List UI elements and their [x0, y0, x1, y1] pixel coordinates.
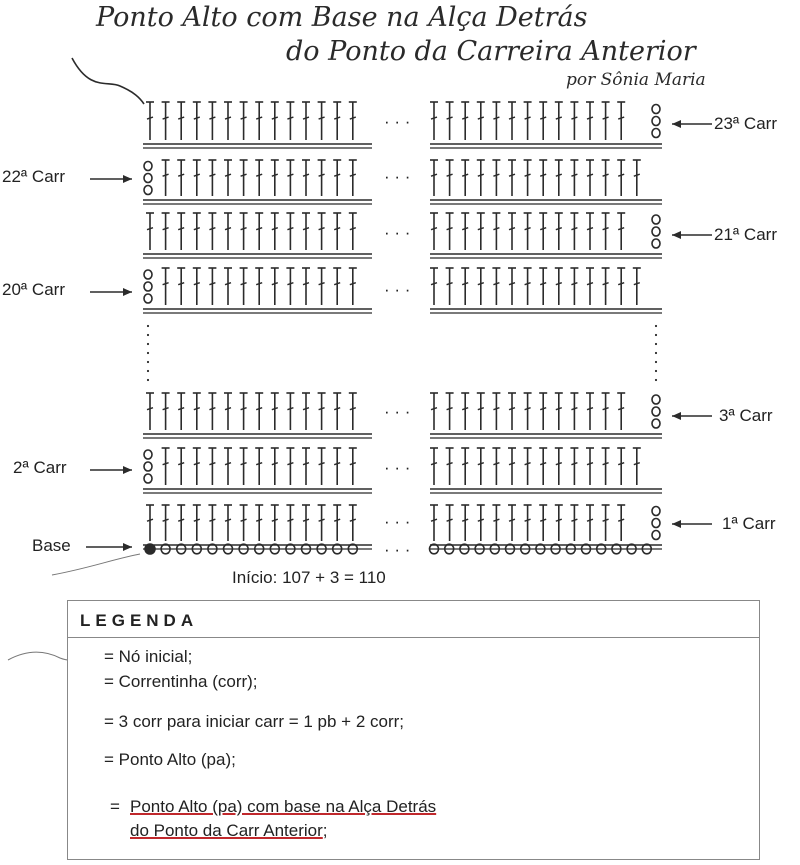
omission-dot — [655, 343, 657, 345]
dc-stitch-mark — [177, 393, 185, 430]
dc-stitch-mark — [524, 102, 532, 140]
legend-equals: = — [110, 797, 120, 816]
dc-stitch-mark — [333, 268, 341, 305]
dc-stitch-mark — [508, 505, 516, 541]
dc-stitch-mark — [539, 102, 547, 140]
dc-stitch-mark — [224, 448, 232, 485]
dc-stitch-mark — [302, 213, 310, 250]
dc-stitch-mark — [477, 268, 485, 305]
dc-stitch-mark — [286, 213, 294, 250]
dc-stitch-mark — [602, 505, 610, 541]
dc-stitch-mark — [477, 102, 485, 140]
dc-stitch-mark — [570, 213, 578, 250]
row-label-base: Base — [32, 536, 71, 555]
row-label-2: 2ª Carr — [13, 458, 67, 477]
dc-stitch-mark — [240, 448, 248, 485]
arrow-23 — [672, 120, 712, 128]
dc-stitch-mark — [162, 213, 170, 250]
dc-stitch-mark — [224, 505, 232, 541]
dc-stitch-mark — [208, 160, 216, 196]
dc-stitch-mark — [617, 160, 625, 196]
dc-stitch-mark — [492, 268, 500, 305]
dc-stitch-mark — [539, 393, 547, 430]
dc-stitch-mark — [255, 505, 263, 541]
dc-stitch-mark — [162, 448, 170, 485]
dc-stitch-mark — [430, 505, 438, 541]
dc-stitch-mark — [586, 393, 594, 430]
dc-stitch-mark — [146, 393, 154, 430]
dc-stitch-mark — [492, 505, 500, 541]
dc-stitch-mark — [617, 102, 625, 140]
legend-box — [67, 600, 760, 860]
dc-stitch-mark — [539, 505, 547, 541]
dc-stitch-mark — [333, 160, 341, 196]
omission-dot — [655, 352, 657, 354]
dc-stitch-mark — [318, 268, 326, 305]
dc-stitch-mark — [461, 213, 469, 250]
dc-stitch-mark — [193, 102, 201, 140]
dc-stitch-mark — [349, 393, 357, 430]
dc-stitch-mark — [240, 213, 248, 250]
dc-stitch-mark — [208, 213, 216, 250]
dc-stitch-mark — [193, 505, 201, 541]
omission-dot — [147, 334, 149, 336]
dc-stitch-mark — [177, 160, 185, 196]
dc-stitch-mark — [555, 448, 563, 485]
dc-stitch-mark — [271, 160, 279, 196]
diagram-author: por Sônia Maria — [566, 70, 706, 90]
dc-stitch-mark — [461, 505, 469, 541]
dc-stitch-mark — [602, 213, 610, 250]
dc-stitch-mark — [286, 505, 294, 541]
dc-stitch-mark — [240, 268, 248, 305]
dc-stitch-mark — [271, 393, 279, 430]
dc-stitch-mark — [271, 448, 279, 485]
dc-stitch-mark — [477, 505, 485, 541]
dc-stitch-mark — [240, 505, 248, 541]
dc-stitch-mark — [255, 102, 263, 140]
dc-stitch-mark — [333, 505, 341, 541]
dc-stitch-mark — [586, 160, 594, 196]
dc-stitch-mark — [255, 160, 263, 196]
dc-stitch-mark — [302, 448, 310, 485]
dc-stitch-mark — [224, 102, 232, 140]
arrow-2 — [90, 466, 132, 474]
dc-stitch-mark — [477, 448, 485, 485]
arrow-1 — [672, 520, 712, 528]
dc-stitch-mark — [555, 505, 563, 541]
dc-stitch-mark — [446, 160, 454, 196]
omission-dot — [655, 379, 657, 381]
dc-stitch-mark — [446, 102, 454, 140]
dc-stitch-mark — [193, 448, 201, 485]
dc-stitch-mark — [570, 102, 578, 140]
omission-dot — [655, 361, 657, 363]
dc-stitch-mark — [602, 160, 610, 196]
legend-item-slip-knot: = Nó inicial; — [104, 647, 193, 666]
dc-stitch-mark — [555, 213, 563, 250]
dc-stitch-mark — [492, 213, 500, 250]
dc-stitch-mark — [602, 102, 610, 140]
slip-knot-mark — [145, 544, 155, 554]
dc-stitch-mark — [240, 393, 248, 430]
dc-stitch-mark — [333, 102, 341, 140]
row-label-21: 21ª Carr — [714, 225, 777, 244]
dc-stitch-mark — [586, 505, 594, 541]
dc-stitch-mark — [177, 505, 185, 541]
arrow-base — [86, 543, 132, 551]
legend-semicolon: ; — [322, 821, 328, 840]
dc-stitch-mark — [492, 102, 500, 140]
dc-stitch-mark — [208, 505, 216, 541]
row-label-1: 1ª Carr — [722, 514, 776, 533]
row-ellipsis: · · · — [384, 458, 411, 477]
legend-divider — [68, 637, 759, 638]
dc-stitch-mark — [555, 393, 563, 430]
omission-dot — [147, 370, 149, 372]
dc-stitch-mark — [508, 102, 516, 140]
dc-stitch-mark — [255, 448, 263, 485]
dc-stitch-mark — [255, 268, 263, 305]
row-ellipsis: · · · — [384, 112, 411, 131]
dc-stitch-mark — [208, 393, 216, 430]
omission-dot — [655, 370, 657, 372]
dc-stitch-mark — [318, 505, 326, 541]
row-ellipsis: · · · — [384, 167, 411, 186]
dc-stitch-mark — [617, 505, 625, 541]
dc-stitch-mark — [193, 213, 201, 250]
dc-stitch-mark — [586, 448, 594, 485]
turning-chain-mark — [144, 270, 152, 303]
omission-dot — [147, 379, 149, 381]
legend-item-bpdc-cont — [130, 821, 328, 841]
dc-stitch-mark — [302, 393, 310, 430]
omission-dot — [147, 343, 149, 345]
dc-stitch-mark — [286, 160, 294, 196]
dc-stitch-mark — [539, 213, 547, 250]
dc-stitch-mark — [602, 448, 610, 485]
dc-stitch-mark — [177, 102, 185, 140]
dc-stitch-mark — [208, 448, 216, 485]
dc-stitch-mark — [524, 268, 532, 305]
dc-stitch-mark — [255, 213, 263, 250]
dc-stitch-mark — [333, 393, 341, 430]
dc-stitch-mark — [602, 268, 610, 305]
dc-stitch-mark — [446, 268, 454, 305]
omission-dot — [655, 334, 657, 336]
dc-stitch-mark — [146, 213, 154, 250]
dc-stitch-mark — [570, 393, 578, 430]
dc-stitch-mark — [430, 213, 438, 250]
dc-stitch-mark — [318, 448, 326, 485]
dc-stitch-mark — [633, 160, 641, 196]
row-label-22: 22ª Carr — [2, 167, 65, 186]
dc-stitch-mark — [318, 213, 326, 250]
dc-stitch-mark — [617, 393, 625, 430]
dc-stitch-mark — [177, 213, 185, 250]
dc-stitch-mark — [555, 268, 563, 305]
dc-stitch-mark — [208, 268, 216, 305]
dc-stitch-mark — [555, 102, 563, 140]
dc-stitch-mark — [349, 268, 357, 305]
dc-stitch-mark — [492, 160, 500, 196]
dc-stitch-mark — [446, 213, 454, 250]
dc-stitch-mark — [430, 102, 438, 140]
dc-stitch-mark — [508, 393, 516, 430]
dc-stitch-mark — [271, 102, 279, 140]
dc-stitch-mark — [570, 505, 578, 541]
dc-stitch-mark — [477, 160, 485, 196]
dc-stitch-mark — [286, 393, 294, 430]
dc-stitch-mark — [349, 160, 357, 196]
dc-stitch-mark — [477, 393, 485, 430]
dc-stitch-mark — [524, 160, 532, 196]
dc-stitch-mark — [302, 505, 310, 541]
arrow-22 — [90, 175, 132, 183]
omission-dot — [147, 352, 149, 354]
diagram-title-line2: do Ponto da Carreira Anterior — [286, 36, 696, 67]
dc-stitch-mark — [162, 393, 170, 430]
legend-item-bpdc — [110, 797, 437, 817]
turning-chain-mark — [144, 450, 152, 483]
dc-stitch-mark — [318, 160, 326, 196]
dc-stitch-mark — [224, 213, 232, 250]
dc-stitch-mark — [349, 448, 357, 485]
dc-stitch-mark — [286, 102, 294, 140]
dc-stitch-mark — [602, 393, 610, 430]
legend-item-double-crochet: = Ponto Alto (pa); — [104, 750, 236, 769]
dc-stitch-mark — [446, 505, 454, 541]
dc-stitch-mark — [492, 448, 500, 485]
dc-stitch-mark — [318, 393, 326, 430]
dc-stitch-mark — [430, 448, 438, 485]
legend-title: LEGENDA — [80, 611, 199, 630]
dc-stitch-mark — [461, 448, 469, 485]
turning-chain-mark — [652, 215, 660, 248]
diagram-title-line1: Ponto Alto com Base na Alça Detrás — [96, 2, 588, 33]
dc-stitch-mark — [586, 268, 594, 305]
dc-stitch-mark — [162, 505, 170, 541]
dc-stitch-mark — [617, 268, 625, 305]
dc-stitch-mark — [617, 448, 625, 485]
dc-stitch-mark — [430, 268, 438, 305]
dc-stitch-mark — [271, 505, 279, 541]
dc-stitch-mark — [430, 393, 438, 430]
dc-stitch-mark — [240, 160, 248, 196]
row-label-23: 23ª Carr — [714, 114, 777, 133]
dc-stitch-mark — [539, 268, 547, 305]
dc-stitch-mark — [349, 102, 357, 140]
dc-stitch-mark — [508, 213, 516, 250]
yarn-curl — [72, 58, 144, 104]
dc-stitch-mark — [302, 102, 310, 140]
dc-stitch-mark — [271, 213, 279, 250]
turning-chain-mark — [652, 105, 660, 138]
dc-stitch-mark — [177, 268, 185, 305]
dc-stitch-mark — [193, 160, 201, 196]
dc-stitch-mark — [177, 448, 185, 485]
dc-stitch-mark — [302, 160, 310, 196]
row-ellipsis: · · · — [384, 540, 411, 559]
row-ellipsis: · · · — [384, 223, 411, 242]
arrow-3 — [672, 412, 712, 420]
dc-stitch-mark — [446, 393, 454, 430]
dc-stitch-mark — [302, 268, 310, 305]
dc-stitch-mark — [349, 505, 357, 541]
dc-stitch-mark — [318, 102, 326, 140]
dc-stitch-mark — [224, 268, 232, 305]
dc-stitch-mark — [461, 268, 469, 305]
dc-stitch-mark — [271, 268, 279, 305]
dc-stitch-mark — [240, 102, 248, 140]
dc-stitch-mark — [524, 505, 532, 541]
dc-stitch-mark — [430, 160, 438, 196]
legend-item-turning-chain: = 3 corr para iniciar carr = 1 pb + 2 corr; — [104, 712, 404, 731]
dc-stitch-mark — [617, 213, 625, 250]
omission-dot — [147, 325, 149, 327]
dc-stitch-mark — [224, 160, 232, 196]
dc-stitch-mark — [349, 213, 357, 250]
dc-stitch-mark — [333, 448, 341, 485]
row-label-3: 3ª Carr — [719, 406, 773, 425]
dc-stitch-mark — [461, 102, 469, 140]
dc-stitch-mark — [208, 102, 216, 140]
legend-bpdc-line2: do Ponto da Carr Anterior — [130, 821, 323, 840]
dc-stitch-mark — [555, 160, 563, 196]
dc-stitch-mark — [224, 393, 232, 430]
dc-stitch-mark — [539, 160, 547, 196]
dc-stitch-mark — [255, 393, 263, 430]
turning-chain-mark — [144, 162, 152, 195]
dc-stitch-mark — [492, 393, 500, 430]
omission-dot — [655, 325, 657, 327]
row-ellipsis: · · · — [384, 512, 411, 531]
dc-stitch-mark — [446, 448, 454, 485]
dc-stitch-mark — [193, 268, 201, 305]
dc-stitch-mark — [508, 268, 516, 305]
turning-chain-mark — [652, 395, 660, 428]
dc-stitch-mark — [524, 393, 532, 430]
dc-stitch-mark — [286, 268, 294, 305]
dc-stitch-mark — [508, 448, 516, 485]
legend-item-chain: = Correntinha (corr); — [104, 672, 258, 691]
dc-stitch-mark — [477, 213, 485, 250]
dc-stitch-mark — [461, 393, 469, 430]
dc-stitch-mark — [633, 268, 641, 305]
legend-bpdc-line1: Ponto Alto (pa) com base na Alça Detrás — [130, 797, 437, 816]
row-label-20: 20ª Carr — [2, 280, 65, 299]
dc-stitch-mark — [146, 102, 154, 140]
dc-stitch-mark — [586, 102, 594, 140]
yarn-curl — [52, 554, 140, 575]
dc-stitch-mark — [508, 160, 516, 196]
dc-stitch-mark — [524, 448, 532, 485]
dc-stitch-mark — [586, 213, 594, 250]
dc-stitch-mark — [570, 160, 578, 196]
dc-stitch-mark — [461, 160, 469, 196]
start-count: Início: 107 + 3 = 110 — [232, 568, 386, 587]
row-ellipsis: · · · — [384, 280, 411, 299]
dc-stitch-mark — [162, 268, 170, 305]
omission-dot — [147, 361, 149, 363]
dc-stitch-mark — [286, 448, 294, 485]
dc-stitch-mark — [146, 505, 154, 541]
dc-stitch-mark — [524, 213, 532, 250]
dc-stitch-mark — [570, 268, 578, 305]
dc-stitch-mark — [633, 448, 641, 485]
arrow-21 — [672, 231, 712, 239]
arrow-20 — [90, 288, 132, 296]
dc-stitch-mark — [539, 448, 547, 485]
row-ellipsis: · · · — [384, 402, 411, 421]
dc-stitch-mark — [162, 102, 170, 140]
dc-stitch-mark — [162, 160, 170, 196]
dc-stitch-mark — [333, 213, 341, 250]
dc-stitch-mark — [570, 448, 578, 485]
dc-stitch-mark — [193, 393, 201, 430]
turning-chain-mark — [652, 507, 660, 540]
